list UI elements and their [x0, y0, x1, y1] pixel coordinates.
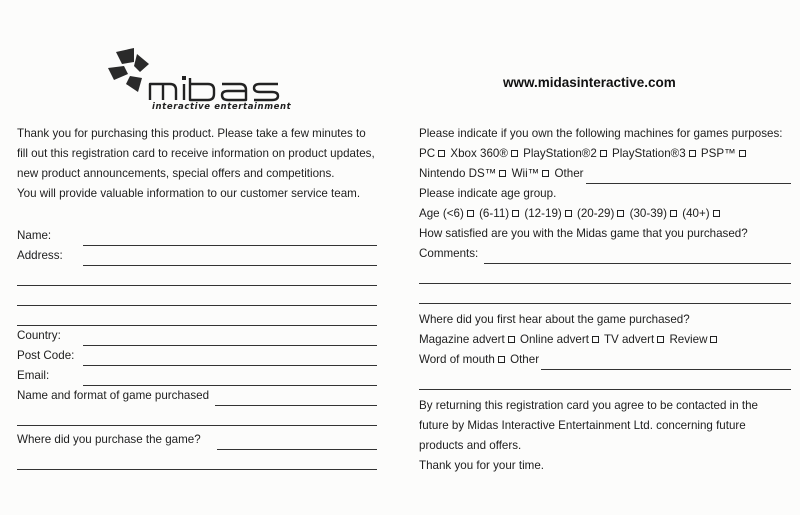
hear-option: Word of mouth [419, 353, 495, 366]
right-column [419, 124, 791, 476]
logo-tagline: interactive entertainment [152, 102, 292, 112]
machine-pc: PC [419, 147, 436, 160]
checkbox[interactable] [565, 210, 572, 217]
age-option: (30-39) [629, 207, 667, 220]
checkbox[interactable] [592, 336, 599, 343]
machine-wii: Wii™ [511, 167, 540, 180]
checkbox[interactable] [542, 170, 549, 177]
closing-text [419, 396, 791, 476]
game-line[interactable] [215, 392, 377, 406]
comments-line-3[interactable] [419, 290, 791, 304]
age-option: (12-19) [524, 207, 562, 220]
machine-xbox360: Xbox 360® [450, 147, 508, 160]
hear-option: Magazine advert [419, 333, 505, 346]
checkbox[interactable] [657, 336, 664, 343]
comments-field[interactable] [419, 244, 791, 264]
game-label: Name and format of game purchased [17, 389, 210, 402]
address-field[interactable] [17, 246, 377, 266]
checkbox[interactable] [438, 150, 445, 157]
checkbox[interactable] [512, 210, 519, 217]
address-line-4[interactable] [17, 312, 377, 326]
other-source-line[interactable] [541, 356, 791, 370]
age-option: (6-11) [479, 207, 510, 220]
where-field[interactable] [17, 430, 377, 450]
checkbox[interactable] [617, 210, 624, 217]
name-field[interactable] [17, 226, 377, 246]
other-machine-line[interactable] [586, 170, 791, 184]
postcode-label: Post Code: [17, 349, 75, 362]
country-field[interactable] [17, 326, 377, 346]
where-label: Where did you purchase the game? [17, 433, 201, 446]
checkbox[interactable] [511, 150, 518, 157]
left-column [17, 124, 377, 470]
where-line[interactable] [217, 436, 377, 450]
intro-line: fill out this registration card to receive information on product updates, [17, 147, 375, 160]
machine-ps3: PlayStation®3 [612, 147, 686, 160]
closing-line: By returning this registration card you agree to be contacted in the [419, 399, 758, 412]
checkbox[interactable] [710, 336, 717, 343]
checkbox[interactable] [670, 210, 677, 217]
hear-row-2 [419, 350, 791, 370]
machines-row [419, 144, 791, 164]
hear-question: Where did you first hear about the game purchased? [419, 313, 690, 326]
address-line[interactable] [83, 252, 377, 266]
machine-other: Other [554, 167, 584, 180]
checkbox[interactable] [713, 210, 720, 217]
age-row [419, 204, 791, 224]
address-label: Address: [17, 249, 63, 262]
comments-label: Comments: [419, 247, 479, 260]
closing-line: products and offers. [419, 439, 522, 452]
game-field[interactable] [17, 386, 377, 406]
name-line[interactable] [83, 232, 377, 246]
age-option: (<6) [442, 207, 464, 220]
age-question: Please indicate age group. [419, 187, 557, 200]
game-line-2[interactable] [17, 412, 377, 426]
checkbox[interactable] [508, 336, 515, 343]
email-field[interactable] [17, 366, 377, 386]
intro-text [17, 124, 377, 204]
intro-line: You will provide valuable information to our customer service team. [17, 187, 361, 200]
where-line-2[interactable] [17, 456, 377, 470]
age-option: (20-29) [576, 207, 615, 220]
machines-row-2 [419, 164, 791, 184]
machines-question: Please indicate if you own the following machines for games purposes: [419, 127, 783, 140]
hear-option: TV advert [603, 333, 655, 346]
age-option: (40+) [682, 207, 710, 220]
intro-line: Thank you for purchasing this product. Please take a few minutes to [17, 127, 366, 140]
machine-ds: Nintendo DS™ [419, 167, 497, 180]
comments-line[interactable] [484, 250, 791, 264]
postcode-line[interactable] [83, 352, 377, 366]
country-line[interactable] [83, 332, 377, 346]
hear-row [419, 330, 791, 350]
comments-line-2[interactable] [419, 270, 791, 284]
country-label: Country: [17, 329, 61, 342]
machine-psp: PSP™ [700, 147, 736, 160]
closing-line: Thank you for your time. [419, 459, 545, 472]
checkbox[interactable] [600, 150, 607, 157]
satisfied-question: How satisfied are you with the Midas game that you purchased? [419, 227, 748, 240]
age-label: Age [419, 207, 440, 220]
checkbox[interactable] [689, 150, 696, 157]
website-url: www.midasinteractive.com [503, 75, 676, 90]
checkbox[interactable] [467, 210, 474, 217]
hear-line-2[interactable] [419, 376, 791, 390]
name-label: Name: [17, 229, 52, 242]
address-line-2[interactable] [17, 272, 377, 286]
address-line-3[interactable] [17, 292, 377, 306]
closing-line: future by Midas Interactive Entertainment Ltd. concerning future [419, 419, 746, 432]
email-line[interactable] [83, 372, 377, 386]
checkbox[interactable] [499, 170, 506, 177]
hear-option: Review [669, 333, 708, 346]
email-label: Email: [17, 369, 50, 382]
hear-other: Other [510, 353, 540, 366]
machine-ps2: PlayStation®2 [523, 147, 597, 160]
postcode-field[interactable] [17, 346, 377, 366]
checkbox[interactable] [498, 356, 505, 363]
checkbox[interactable] [739, 150, 746, 157]
hear-option: Online advert [519, 333, 589, 346]
intro-line: new product announcements, special offers and competitions. [17, 167, 335, 180]
